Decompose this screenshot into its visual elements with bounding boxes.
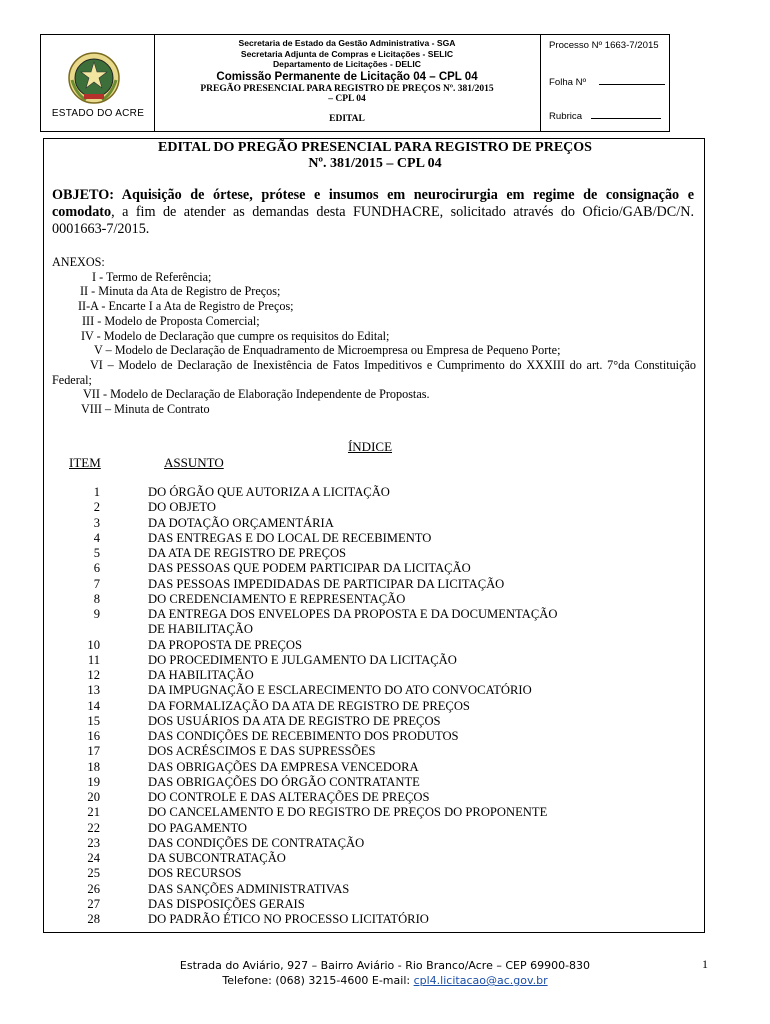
anexo-item: IV - Modelo de Declaração que cumpre os requisitos do Edital; xyxy=(81,328,390,343)
footer-contact xyxy=(140,973,630,988)
document-title xyxy=(50,140,700,172)
index-item-subject: DAS OBRIGAÇÕES DO ÓRGÃO CONTRATANTE xyxy=(148,774,420,789)
index-row xyxy=(52,775,692,790)
index-row xyxy=(52,760,692,775)
footer xyxy=(140,958,630,988)
indice-title: ÍNDICE xyxy=(347,439,393,454)
rubrica-blank-line xyxy=(591,110,661,119)
index-item-subject: DAS CONDIÇÕES DE RECEBIMENTO DOS PRODUTOS xyxy=(148,729,459,743)
state-coat-of-arms-icon xyxy=(66,50,122,106)
index-item-number: 19 xyxy=(87,774,100,789)
index-item-subject: DO ÓRGÃO QUE AUTORIZA A LICITAÇÃO xyxy=(148,485,390,499)
index-row xyxy=(52,653,692,668)
index-row xyxy=(52,577,692,592)
index-row xyxy=(52,531,692,546)
index-item-number: 11 xyxy=(87,652,100,667)
index-item-number: 1 xyxy=(93,485,100,499)
anexo-item: III - Modelo de Proposta Comercial; xyxy=(82,313,260,328)
col-header-item: ITEM xyxy=(69,455,101,470)
index-row xyxy=(52,607,692,622)
index-item-subject: DOS ACRÉSCIMOS E DAS SUPRESSÕES xyxy=(148,744,376,759)
index-item-number: 24 xyxy=(87,851,100,865)
index-item-number: 9 xyxy=(93,607,100,621)
header-line-cpl04: – CPL 04 xyxy=(328,94,366,104)
index-row xyxy=(52,790,692,805)
index-item-subject: DAS OBRIGAÇÕES DA EMPRESA VENCEDORA xyxy=(148,759,419,774)
index-row xyxy=(52,546,692,561)
index-item-subject: DAS ENTREGAS E DO LOCAL DE RECEBIMENTO xyxy=(148,530,432,545)
index-item-number: 12 xyxy=(87,668,100,682)
footer-address: Estrada do Aviário, 927 – Bairro Aviário - Rio Branco/Acre – CEP 69900-830 xyxy=(179,959,591,972)
footer-phone: Telefone: (068) 3215-4600 E-mail: xyxy=(222,974,411,987)
index-item-subject: DAS CONDIÇÕES DE CONTRATAÇÃO xyxy=(148,835,365,850)
index-item-subject: DOS USUÁRIOS DA ATA DE REGISTRO DE PREÇOS xyxy=(148,713,441,728)
index-item-subject: DA HABILITAÇÃO xyxy=(148,668,254,682)
objeto-bold: OBJETO: Aquisição de órtese, prótese e insumos em neurocirurgia em regime de consignação e comodato xyxy=(52,187,694,220)
index-row xyxy=(52,516,692,531)
anexo-item: II - Minuta da Ata de Registro de Preços; xyxy=(80,284,281,299)
anexo-item: I - Termo de Referência; xyxy=(92,269,212,284)
index-row xyxy=(52,805,692,820)
index-item-number: 6 xyxy=(93,561,100,576)
index-item-subject: DAS PESSOAS QUE PODEM PARTICIPAR DA LICITAÇÃO xyxy=(148,561,471,576)
index-row xyxy=(52,744,692,759)
index-row xyxy=(52,699,692,714)
header-line-pregao: PREGÃO PRESENCIAL PARA REGISTRO DE PREÇOS Nº. 381/2015 xyxy=(200,83,494,94)
title-line-2: Nº. 381/2015 – CPL 04 xyxy=(308,156,442,171)
index-item-subject: DO CONTROLE E DAS ALTERAÇÕES DE PREÇOS xyxy=(148,790,430,804)
index-item-subject: DA ATA DE REGISTRO DE PREÇOS xyxy=(148,546,347,560)
index-row xyxy=(52,897,692,912)
header-divider-right xyxy=(540,34,541,132)
index-item-subject: DO PROCEDIMENTO E JULGAMENTO DA LICITAÇÃO xyxy=(148,652,457,667)
index-row xyxy=(52,714,692,729)
index-item-subject: DO CANCELAMENTO E DO REGISTRO DE PREÇOS DO PROPONENTE xyxy=(148,805,548,820)
index-item-number: 22 xyxy=(87,820,100,835)
header-line-sga: Secretaria de Estado da Gestão Administrativa - SGA xyxy=(238,38,456,48)
index-item-number: 23 xyxy=(87,835,100,850)
anexos-list xyxy=(52,255,696,417)
index-row xyxy=(52,729,692,744)
index-item-subject: DE HABILITAÇÃO xyxy=(148,622,253,637)
page-number: 1 xyxy=(702,957,708,971)
anexo-item: II-A - Encarte I a Ata de Registro de Preços; xyxy=(78,299,294,314)
index-row xyxy=(52,851,692,866)
index-row xyxy=(52,912,692,927)
index-item-number: 8 xyxy=(93,591,100,606)
header-divider-left xyxy=(154,34,155,132)
header-line-cpl: Comissão Permanente de Licitação 04 – CPL 04 xyxy=(216,70,478,83)
index-item-subject: DA IMPUGNAÇÃO E ESCLARECIMENTO DO ATO CONVOCATÓRIO xyxy=(148,683,532,698)
objeto-text: , a fim de atender as demandas desta FUNDHACRE, solicitado através do Oficio/GAB/DC/N. 0001663-7/2015. xyxy=(52,204,694,237)
index-item-number: 17 xyxy=(87,744,100,759)
index-item-number: 20 xyxy=(87,790,100,804)
index-item-number: 13 xyxy=(87,683,100,698)
anexo-item: VII - Modelo de Declaração de Elaboração Independente de Propostas. xyxy=(83,387,430,402)
index-row xyxy=(52,668,692,683)
index-item-number: 7 xyxy=(93,576,100,591)
index-item-subject: DO PAGAMENTO xyxy=(148,820,248,835)
index-row xyxy=(52,500,692,515)
index-row xyxy=(52,592,692,607)
index-table xyxy=(52,485,692,927)
index-row xyxy=(52,866,692,881)
rubrica-label: Rubrica xyxy=(549,111,583,122)
index-row xyxy=(52,638,692,653)
index-row xyxy=(52,622,692,637)
index-item-number: 4 xyxy=(93,530,100,545)
index-item-subject: DA ENTREGA DOS ENVELOPES DA PROPOSTA E DA DOCUMENTAÇÃO xyxy=(148,607,558,621)
anexo-item: VIII – Minuta de Contrato xyxy=(81,402,210,417)
col-header-assunto: ASSUNTO xyxy=(164,455,224,470)
index-row xyxy=(52,485,692,500)
index-item-number: 27 xyxy=(87,896,100,911)
index-item-subject: DA SUBCONTRATAÇÃO xyxy=(148,851,286,865)
index-item-number: 15 xyxy=(87,713,100,728)
index-row xyxy=(52,683,692,698)
index-item-number: 28 xyxy=(87,912,100,926)
header-line-delic: Departamento de Licitações - DELIC xyxy=(272,59,422,69)
folha-label: Folha Nº xyxy=(549,77,587,88)
index-item-number: 14 xyxy=(87,698,100,713)
index-item-subject: DOS RECURSOS xyxy=(148,866,242,881)
index-item-subject: DA DOTAÇÃO ORÇAMENTÁRIA xyxy=(148,515,334,530)
anexo-item: VI – Modelo de Declaração de Inexistência de Fatos Impeditivos e Cumprimento do XXXIII do art. 7°da Constituição Federal; xyxy=(52,357,696,387)
objeto-paragraph xyxy=(52,187,694,238)
index-item-number: 25 xyxy=(87,866,100,881)
header-center xyxy=(158,38,536,124)
index-item-number: 5 xyxy=(93,546,100,560)
processo-number: Processo Nº 1663-7/2015 xyxy=(549,40,659,51)
index-item-number: 16 xyxy=(87,729,100,743)
index-item-subject: DAS SANÇÕES ADMINISTRATIVAS xyxy=(148,881,350,896)
folha-blank-line xyxy=(599,76,665,85)
title-line-1: EDITAL DO PREGÃO PRESENCIAL PARA REGISTRO DE PREÇOS xyxy=(158,140,592,155)
index-item-number: 2 xyxy=(93,500,100,515)
folha-field xyxy=(549,76,665,88)
index-item-subject: DAS DISPOSIÇÕES GERAIS xyxy=(148,896,305,911)
index-item-subject: DA PROPOSTA DE PREÇOS xyxy=(148,637,303,652)
index-row xyxy=(52,836,692,851)
footer-email-link[interactable]: cpl4.licitacao@ac.gov.br xyxy=(413,974,548,987)
header-line-edital: EDITAL xyxy=(329,113,365,124)
index-row xyxy=(52,561,692,576)
index-item-subject: DAS PESSOAS IMPEDIDADAS DE PARTICIPAR DA LICITAÇÃO xyxy=(148,576,505,591)
index-item-subject: DA FORMALIZAÇÃO DA ATA DE REGISTRO DE PREÇOS xyxy=(148,698,470,713)
header-line-selic: Secretaria Adjunta de Compras e Licitações - SELIC xyxy=(240,48,454,59)
index-item-number xyxy=(52,622,100,637)
index-item-number: 26 xyxy=(87,881,100,896)
index-item-number: 3 xyxy=(93,515,100,530)
anexos-label: ANEXOS: xyxy=(52,255,105,269)
index-item-subject: DO PADRÃO ÉTICO NO PROCESSO LICITATÓRIO xyxy=(148,912,429,926)
anexo-item: V – Modelo de Declaração de Enquadramento de Microempresa ou Empresa de Pequeno Porte; xyxy=(94,343,561,358)
index-item-number: 18 xyxy=(87,759,100,774)
rubrica-field xyxy=(549,110,661,122)
index-item-subject: DO CREDENCIAMENTO E REPRESENTAÇÃO xyxy=(148,591,406,606)
index-item-number: 21 xyxy=(87,805,100,820)
state-name-label: ESTADO DO ACRE xyxy=(51,108,145,119)
index-row xyxy=(52,821,692,836)
index-row xyxy=(52,882,692,897)
index-item-subject: DO OBJETO xyxy=(148,500,216,515)
index-item-number: 10 xyxy=(87,637,100,652)
